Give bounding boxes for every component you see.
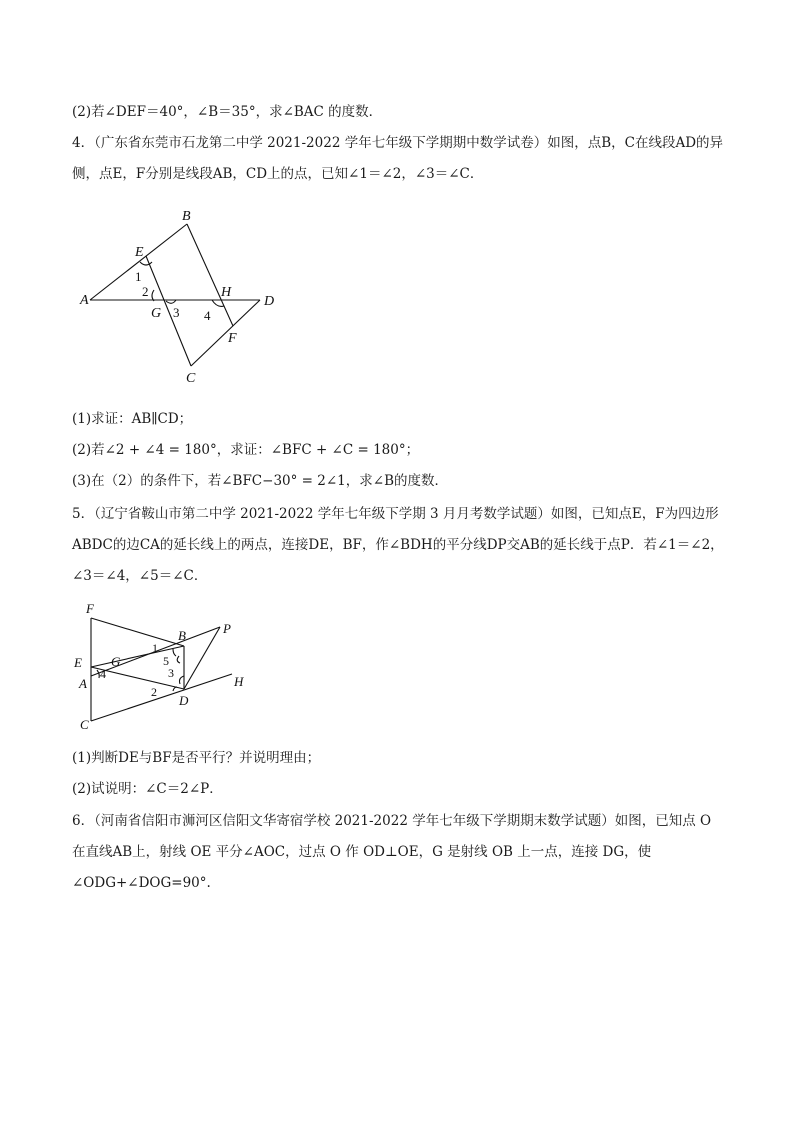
q4-part3: (3)在（2）的条件下，若∠BFC−30° = 2∠1，求∠B的度数． — [72, 473, 448, 489]
q5-label-B: B — [178, 628, 186, 643]
q4-label-A: A — [80, 293, 89, 308]
q5-label-4: 4 — [100, 667, 106, 681]
q5-label-C: C — [80, 717, 89, 732]
q4-label-H: H — [221, 285, 232, 300]
q6-stem-line2: 在直线AB上，射线 OE 平分∠AOC，过点 O 作 OD⊥OE，G 是射线 OB 上一点，连接 DG，使 — [72, 844, 652, 860]
q3-part2: (2)若∠DEF＝40°，∠B＝35°，求∠BAC 的度数． — [72, 104, 383, 120]
q4-figure — [80, 200, 300, 390]
q4-label-F: F — [228, 331, 237, 346]
q5-label-P: P — [223, 621, 231, 636]
q5-label-F: F — [86, 601, 94, 616]
q4-part1: (1)求证：AB∥CD； — [72, 411, 193, 427]
q4-label-3: 3 — [173, 305, 180, 320]
q5-label-H: H — [234, 674, 244, 689]
q5-label-G: G — [111, 654, 121, 669]
q5-label-2: 2 — [151, 685, 157, 699]
q5-stem-line2: ABDC的边CA的延长线上的两点，连接DE，BF，作∠BDH的平分线DP交AB的延长线于点P．若∠1＝∠2， — [72, 537, 724, 553]
q5-label-A: A — [79, 676, 87, 691]
q5-label-E: E — [74, 655, 82, 670]
q5-label-3: 3 — [168, 666, 174, 680]
q5-stem-line3: ∠3＝∠4，∠5＝∠C． — [72, 568, 208, 584]
q5-label-5: 5 — [163, 654, 169, 668]
q5-figure — [70, 598, 260, 738]
q5-label-1: 1 — [152, 641, 158, 655]
q4-stem-line2: 侧，点E，F分别是线段AB，CD上的点，已知∠1＝∠2，∠3＝∠C． — [72, 166, 484, 182]
q4-part2: (2)若∠2 + ∠4 = 180°，求证：∠BFC + ∠C = 180°； — [72, 442, 420, 458]
q6-stem-line1: 6．（河南省信阳市浉河区信阳文华寄宿学校 2021-2022 学年七年级下学期期末数学试题）如图，已知点 O — [72, 813, 712, 829]
q4-stem-line1: 4．（广东省东莞市石龙第二中学 2021-2022 学年七年级下学期期中数学试卷）如图，点B，C在线段AD的异 — [72, 135, 724, 151]
q4-label-C: C — [186, 371, 196, 386]
q5-stem-line1: 5．（辽宁省鞍山市第二中学 2021-2022 学年七年级下学期 3 月月考数学试题）如图，已知点E，F为四边形 — [72, 506, 719, 522]
q4-label-E: E — [135, 245, 144, 260]
q6-stem-line3: ∠ODG+∠DOG=90°. — [72, 875, 211, 891]
q4-label-2: 2 — [142, 284, 149, 299]
q4-label-G: G — [151, 306, 162, 321]
q4-label-D: D — [264, 294, 275, 309]
q4-label-B: B — [182, 209, 191, 224]
q5-label-D: D — [179, 693, 189, 708]
q4-label-1: 1 — [135, 269, 142, 284]
q5-part1: (1)判断DE与BF是否平行？并说明理由； — [72, 750, 321, 766]
q4-label-4: 4 — [204, 308, 211, 323]
q5-part2: (2)试说明：∠C＝2∠P． — [72, 781, 223, 797]
